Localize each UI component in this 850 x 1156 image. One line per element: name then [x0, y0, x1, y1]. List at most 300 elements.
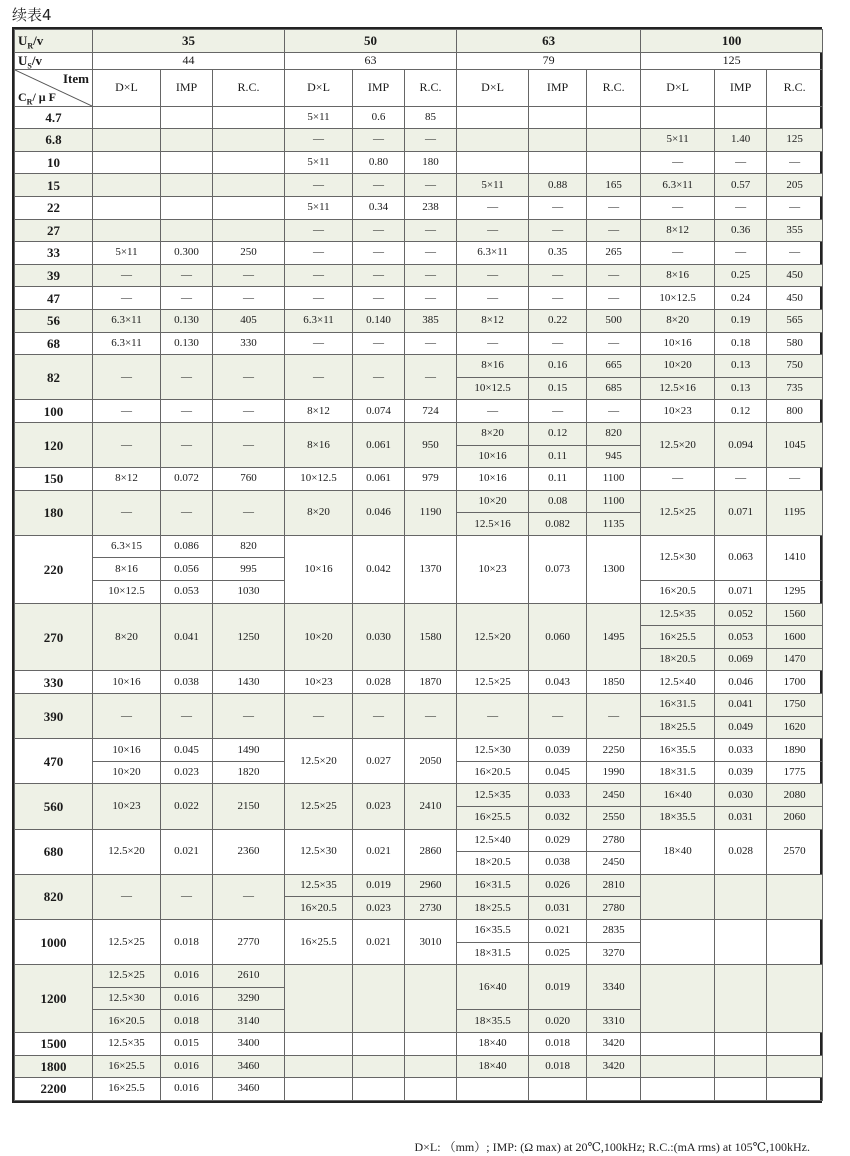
cell-rc: 2780 [587, 829, 641, 852]
cell-imp: 0.049 [715, 716, 767, 739]
cell-imp: — [715, 242, 767, 265]
cell-imp: 0.041 [161, 603, 213, 671]
cell-dxl: 18×20.5 [457, 852, 529, 875]
col-imp: IMP [161, 69, 213, 106]
cell-dxl: 12.5×20 [285, 739, 353, 784]
table-row [15, 332, 823, 355]
cell-dxl: 8×16 [285, 422, 353, 467]
cell-imp: — [353, 264, 405, 287]
table-row [15, 106, 823, 129]
col-dxl: D×L [457, 69, 529, 106]
cap-value: 1500 [15, 1032, 93, 1055]
cell-rc: 2610 [213, 965, 285, 988]
cell-imp: 0.13 [715, 355, 767, 378]
cell-dxl: 10×20 [457, 490, 529, 513]
cell-rc: 2550 [587, 807, 641, 830]
cell-imp: — [353, 129, 405, 152]
cell-imp: 0.022 [161, 784, 213, 829]
cell-rc: 1470 [767, 648, 823, 671]
cell-imp: 0.031 [715, 807, 767, 830]
cell-dxl: 16×25.5 [285, 919, 353, 964]
cap-value: 560 [15, 784, 93, 829]
cell-rc: 945 [587, 445, 641, 468]
cell-rc: 3460 [213, 1055, 285, 1078]
cap-value: 100 [15, 400, 93, 423]
table-row [15, 919, 823, 942]
cell-dxl: — [93, 694, 161, 739]
cell-dxl: 12.5×20 [457, 603, 529, 671]
cell-dxl: — [93, 287, 161, 310]
cell-dxl: 12.5×35 [457, 784, 529, 807]
cell-rc: 3420 [587, 1032, 641, 1055]
cell-imp: — [161, 400, 213, 423]
cell-rc: 238 [405, 196, 457, 219]
cap-value: 33 [15, 242, 93, 265]
table-caption: 续表4 [12, 6, 52, 24]
cell-imp: 0.032 [529, 807, 587, 830]
cell-imp: 0.021 [353, 919, 405, 964]
cell-rc: 1600 [767, 626, 823, 649]
cell-dxl: 18×25.5 [457, 897, 529, 920]
cell-imp: 0.35 [529, 242, 587, 265]
cell-dxl: — [93, 490, 161, 535]
cell-imp: 0.038 [529, 852, 587, 875]
cell-dxl: 12.5×20 [93, 829, 161, 874]
voltage-50: 50 [285, 30, 457, 53]
cap-value: 330 [15, 671, 93, 694]
cap-value: 22 [15, 196, 93, 219]
table-row [15, 287, 823, 310]
header-row-us [15, 52, 823, 69]
cell-dxl: 8×20 [285, 490, 353, 535]
cell-imp: — [529, 287, 587, 310]
cell-rc: 3140 [213, 1010, 285, 1033]
cell-rc: 979 [405, 468, 457, 491]
cell-rc: — [405, 694, 457, 739]
item-label: Item [63, 70, 89, 86]
cell-rc: 1195 [767, 490, 823, 535]
cell-imp: 0.069 [715, 648, 767, 671]
cell-imp: 0.12 [715, 400, 767, 423]
cell-imp: 0.018 [529, 1032, 587, 1055]
cell-rc: 405 [213, 309, 285, 332]
cell-dxl: 12.5×20 [641, 422, 715, 467]
cap-value: 820 [15, 874, 93, 919]
cell-imp: 0.36 [715, 219, 767, 242]
cell-dxl: 10×16 [641, 332, 715, 355]
cell-dxl: — [285, 174, 353, 197]
cell-dxl: 10×12.5 [457, 377, 529, 400]
cell-rc: 450 [767, 264, 823, 287]
cell-imp: 0.021 [353, 829, 405, 874]
cell-dxl: 12.5×30 [285, 829, 353, 874]
cap-value: 6.8 [15, 129, 93, 152]
cell-dxl: 16×25.5 [93, 1078, 161, 1101]
cell-imp: 0.094 [715, 422, 767, 467]
cell-rc: 2060 [767, 807, 823, 830]
table-row [15, 468, 823, 491]
cap-value: 180 [15, 490, 93, 535]
cell-dxl: 12.5×25 [457, 671, 529, 694]
cell-dxl: 16×25.5 [457, 807, 529, 830]
cell-imp: 0.053 [715, 626, 767, 649]
cell-dxl: — [641, 196, 715, 219]
cell-dxl: 8×12 [457, 309, 529, 332]
cell-dxl: — [285, 694, 353, 739]
cell-imp: 0.34 [353, 196, 405, 219]
cell-imp: 0.053 [161, 581, 213, 604]
cell-dxl: 18×31.5 [641, 761, 715, 784]
cell-dxl: 16×25.5 [641, 626, 715, 649]
cell-imp: 0.046 [715, 671, 767, 694]
cell-dxl: 18×40 [457, 1032, 529, 1055]
cell-imp: — [715, 151, 767, 174]
cell-imp: 0.025 [529, 942, 587, 965]
cell-rc: 820 [587, 422, 641, 445]
cap-value: 150 [15, 468, 93, 491]
cell-imp: 0.130 [161, 309, 213, 332]
table-row [15, 422, 823, 445]
cap-value: 4.7 [15, 106, 93, 129]
cell-imp: 0.021 [161, 829, 213, 874]
cell-rc: 1370 [405, 535, 457, 603]
voltage-100: 100 [641, 30, 823, 53]
cell-dxl: 5×11 [457, 174, 529, 197]
cell-dxl: 16×25.5 [93, 1055, 161, 1078]
cell-dxl: 16×31.5 [641, 694, 715, 717]
cell-dxl: — [285, 355, 353, 400]
cell-dxl: — [457, 264, 529, 287]
cell-rc: 1430 [213, 671, 285, 694]
cell-rc: — [767, 468, 823, 491]
cell-imp: — [529, 694, 587, 739]
voltage-35: 35 [93, 30, 285, 53]
cell-imp: 0.80 [353, 151, 405, 174]
cell-imp: 0.016 [161, 965, 213, 988]
cell-imp: 0.18 [715, 332, 767, 355]
cap-value: 120 [15, 422, 93, 467]
cell-rc: 685 [587, 377, 641, 400]
cell-imp: — [353, 694, 405, 739]
cell-rc: 165 [587, 174, 641, 197]
cell-rc: — [587, 694, 641, 739]
cell-dxl: 10×12.5 [93, 581, 161, 604]
cell-dxl: — [457, 694, 529, 739]
cell-rc: — [767, 151, 823, 174]
cell-dxl: 16×20.5 [457, 761, 529, 784]
col-rc: R.C. [405, 69, 457, 106]
cell-rc: 2570 [767, 829, 823, 874]
cell-dxl: 12.5×25 [93, 965, 161, 988]
cap-value: 15 [15, 174, 93, 197]
cell-imp: 0.019 [529, 965, 587, 1010]
table-row [15, 309, 823, 332]
table-row [15, 965, 823, 988]
surge-100: 125 [641, 52, 823, 69]
cell-imp: 0.16 [529, 355, 587, 378]
cell-imp: 0.018 [161, 919, 213, 964]
cell-rc: — [587, 400, 641, 423]
cell-imp: 0.140 [353, 309, 405, 332]
cell-rc: 85 [405, 106, 457, 129]
cell-dxl: 12.5×40 [457, 829, 529, 852]
cell-dxl: 16×40 [457, 965, 529, 1010]
cell-dxl: — [285, 129, 353, 152]
cr-label: $C_R/$ μ F [18, 89, 56, 106]
cell-imp: 0.074 [353, 400, 405, 423]
cell-rc: — [213, 490, 285, 535]
cell-imp: 0.12 [529, 422, 587, 445]
cell-rc: 2780 [587, 897, 641, 920]
cell-rc: 1490 [213, 739, 285, 762]
header-row-ur [15, 30, 823, 53]
cell-imp: — [529, 332, 587, 355]
cell-imp: 0.027 [353, 739, 405, 784]
cell-dxl: — [641, 468, 715, 491]
cell-dxl: 5×11 [285, 106, 353, 129]
cell-imp: 0.300 [161, 242, 213, 265]
cell-rc: 2250 [587, 739, 641, 762]
cell-dxl: 12.5×35 [641, 603, 715, 626]
cell-rc: 2960 [405, 874, 457, 897]
cell-rc: — [405, 174, 457, 197]
cell-imp: 0.88 [529, 174, 587, 197]
col-rc: R.C. [213, 69, 285, 106]
cell-rc: — [213, 874, 285, 919]
voltage-63: 63 [457, 30, 641, 53]
cell-rc: 2410 [405, 784, 457, 829]
cell-dxl: 10×23 [93, 784, 161, 829]
cell-imp: 0.033 [715, 739, 767, 762]
cell-rc: 2450 [587, 852, 641, 875]
cell-imp: 0.57 [715, 174, 767, 197]
cell-rc: — [587, 332, 641, 355]
cell-imp: 0.045 [161, 739, 213, 762]
table-row [15, 874, 823, 897]
cell-rc: 265 [587, 242, 641, 265]
cell-imp: 0.021 [529, 919, 587, 942]
cell-dxl: 8×12 [641, 219, 715, 242]
cell-dxl: 6.3×11 [641, 174, 715, 197]
cell-dxl: 8×16 [457, 355, 529, 378]
cell-dxl: 8×20 [641, 309, 715, 332]
cell-dxl: 16×35.5 [457, 919, 529, 942]
cell-rc: — [767, 196, 823, 219]
cell-imp: — [529, 400, 587, 423]
cell-dxl: 10×23 [285, 671, 353, 694]
cell-rc: 180 [405, 151, 457, 174]
cell-rc: 950 [405, 422, 457, 467]
cell-rc: 580 [767, 332, 823, 355]
cell-dxl: 6.3×11 [457, 242, 529, 265]
cell-imp: 0.043 [529, 671, 587, 694]
cell-dxl: 10×16 [93, 671, 161, 694]
cell-imp: 0.073 [529, 535, 587, 603]
col-imp: IMP [715, 69, 767, 106]
surge-35: 44 [93, 52, 285, 69]
cell-rc: — [405, 355, 457, 400]
cap-value: 2200 [15, 1078, 93, 1101]
cell-dxl: 18×40 [641, 829, 715, 874]
cell-dxl: 12.5×25 [285, 784, 353, 829]
cell-imp: — [161, 422, 213, 467]
cap-value: 39 [15, 264, 93, 287]
cell-imp: — [353, 219, 405, 242]
cell-imp: 0.039 [529, 739, 587, 762]
table-row [15, 264, 823, 287]
cell-dxl: 10×23 [457, 535, 529, 603]
cell-dxl: — [285, 264, 353, 287]
cap-value: 47 [15, 287, 93, 310]
table-row [15, 490, 823, 513]
cell-rc: 1700 [767, 671, 823, 694]
cell-rc: — [213, 355, 285, 400]
cell-imp: 0.016 [161, 987, 213, 1010]
table-row [15, 784, 823, 807]
cell-rc: 3290 [213, 987, 285, 1010]
cell-rc: 760 [213, 468, 285, 491]
table-row [15, 535, 823, 558]
cell-rc: 1100 [587, 468, 641, 491]
cap-value: 56 [15, 309, 93, 332]
cell-dxl: — [93, 264, 161, 287]
cell-dxl: — [285, 332, 353, 355]
cell-dxl: — [641, 242, 715, 265]
cell-dxl: 10×12.5 [285, 468, 353, 491]
cell-dxl: — [93, 874, 161, 919]
table-row [15, 400, 823, 423]
cell-dxl: 12.5×30 [93, 987, 161, 1010]
cell-imp: — [715, 196, 767, 219]
col-dxl: D×L [285, 69, 353, 106]
col-rc: R.C. [767, 69, 823, 106]
cell-imp: 0.061 [353, 422, 405, 467]
cell-rc: — [213, 264, 285, 287]
cell-dxl: 12.5×25 [93, 919, 161, 964]
cell-rc: 1135 [587, 513, 641, 536]
cell-rc: 500 [587, 309, 641, 332]
cell-imp: — [353, 332, 405, 355]
cell-rc: 1560 [767, 603, 823, 626]
cell-dxl: 6.3×11 [93, 309, 161, 332]
cell-rc: — [405, 264, 457, 287]
cell-imp: — [715, 468, 767, 491]
table-row [15, 196, 823, 219]
cell-rc: 1890 [767, 739, 823, 762]
table-row [15, 694, 823, 717]
col-imp: IMP [353, 69, 405, 106]
cell-rc: 1850 [587, 671, 641, 694]
cell-dxl: 16×35.5 [641, 739, 715, 762]
cap-value: 1000 [15, 919, 93, 964]
cell-imp: 0.056 [161, 558, 213, 581]
cell-dxl: 5×11 [93, 242, 161, 265]
cell-rc: 2770 [213, 919, 285, 964]
cell-rc: 1870 [405, 671, 457, 694]
capacitor-spec-table [12, 27, 822, 1103]
cap-value: 680 [15, 829, 93, 874]
cell-rc: 800 [767, 400, 823, 423]
cell-dxl: 12.5×16 [641, 377, 715, 400]
cell-imp: 0.22 [529, 309, 587, 332]
cell-dxl: 18×40 [457, 1055, 529, 1078]
cell-imp: 0.033 [529, 784, 587, 807]
cell-rc: 735 [767, 377, 823, 400]
cell-rc: 2730 [405, 897, 457, 920]
cap-value: 1200 [15, 965, 93, 1033]
cell-dxl: 10×20 [285, 603, 353, 671]
cell-rc: 355 [767, 219, 823, 242]
cell-imp: 0.030 [353, 603, 405, 671]
cell-rc: 3400 [213, 1032, 285, 1055]
cell-dxl: 5×11 [285, 196, 353, 219]
cell-dxl: 8×20 [457, 422, 529, 445]
surge-63: 79 [457, 52, 641, 69]
cell-dxl: 16×20.5 [93, 1010, 161, 1033]
cell-rc: 1100 [587, 490, 641, 513]
cell-dxl: 10×20 [641, 355, 715, 378]
cell-imp: 0.24 [715, 287, 767, 310]
cell-rc: 565 [767, 309, 823, 332]
cell-rc: 2450 [587, 784, 641, 807]
cell-rc: 1410 [767, 535, 823, 580]
cell-imp: 0.13 [715, 377, 767, 400]
cell-dxl: 6.3×11 [93, 332, 161, 355]
cell-rc: 1300 [587, 535, 641, 603]
cell-imp: 0.031 [529, 897, 587, 920]
table-row [15, 151, 823, 174]
cell-imp: 0.039 [715, 761, 767, 784]
cell-imp: 0.015 [161, 1032, 213, 1055]
cell-dxl: 8×16 [93, 558, 161, 581]
cell-dxl: — [457, 332, 529, 355]
cell-imp: 0.028 [353, 671, 405, 694]
cap-value: 68 [15, 332, 93, 355]
cell-dxl: — [285, 242, 353, 265]
cell-dxl: 8×16 [641, 264, 715, 287]
cell-rc: — [213, 694, 285, 739]
cell-dxl: 6.3×11 [285, 309, 353, 332]
cell-imp: 0.08 [529, 490, 587, 513]
cell-rc: 125 [767, 129, 823, 152]
cell-imp: 0.042 [353, 535, 405, 603]
cell-rc: 820 [213, 535, 285, 558]
cell-dxl: 16×20.5 [285, 897, 353, 920]
cell-dxl: 12.5×35 [285, 874, 353, 897]
cell-dxl: 8×12 [285, 400, 353, 423]
footnote: D×L: （mm）; IMP: (Ω max) at 20℃,100kHz; R.C.:(mA rms) at 105℃,100kHz. [414, 1140, 810, 1154]
cell-imp: 0.016 [161, 1078, 213, 1101]
cell-dxl: 12.5×30 [641, 535, 715, 580]
cell-imp: — [529, 264, 587, 287]
table-row [15, 1078, 823, 1101]
cell-rc: 665 [587, 355, 641, 378]
col-dxl: D×L [641, 69, 715, 106]
cell-dxl: 5×11 [285, 151, 353, 174]
cell-imp: 0.052 [715, 603, 767, 626]
cell-imp: — [353, 242, 405, 265]
cell-dxl: 16×20.5 [641, 581, 715, 604]
table-row [15, 1055, 823, 1078]
cell-dxl: 10×16 [457, 468, 529, 491]
cell-imp: — [161, 287, 213, 310]
cell-dxl: 10×16 [285, 535, 353, 603]
cell-imp: — [353, 355, 405, 400]
cell-dxl: — [457, 400, 529, 423]
cell-dxl: 10×16 [457, 445, 529, 468]
table-row [15, 829, 823, 852]
cell-dxl: 10×16 [93, 739, 161, 762]
